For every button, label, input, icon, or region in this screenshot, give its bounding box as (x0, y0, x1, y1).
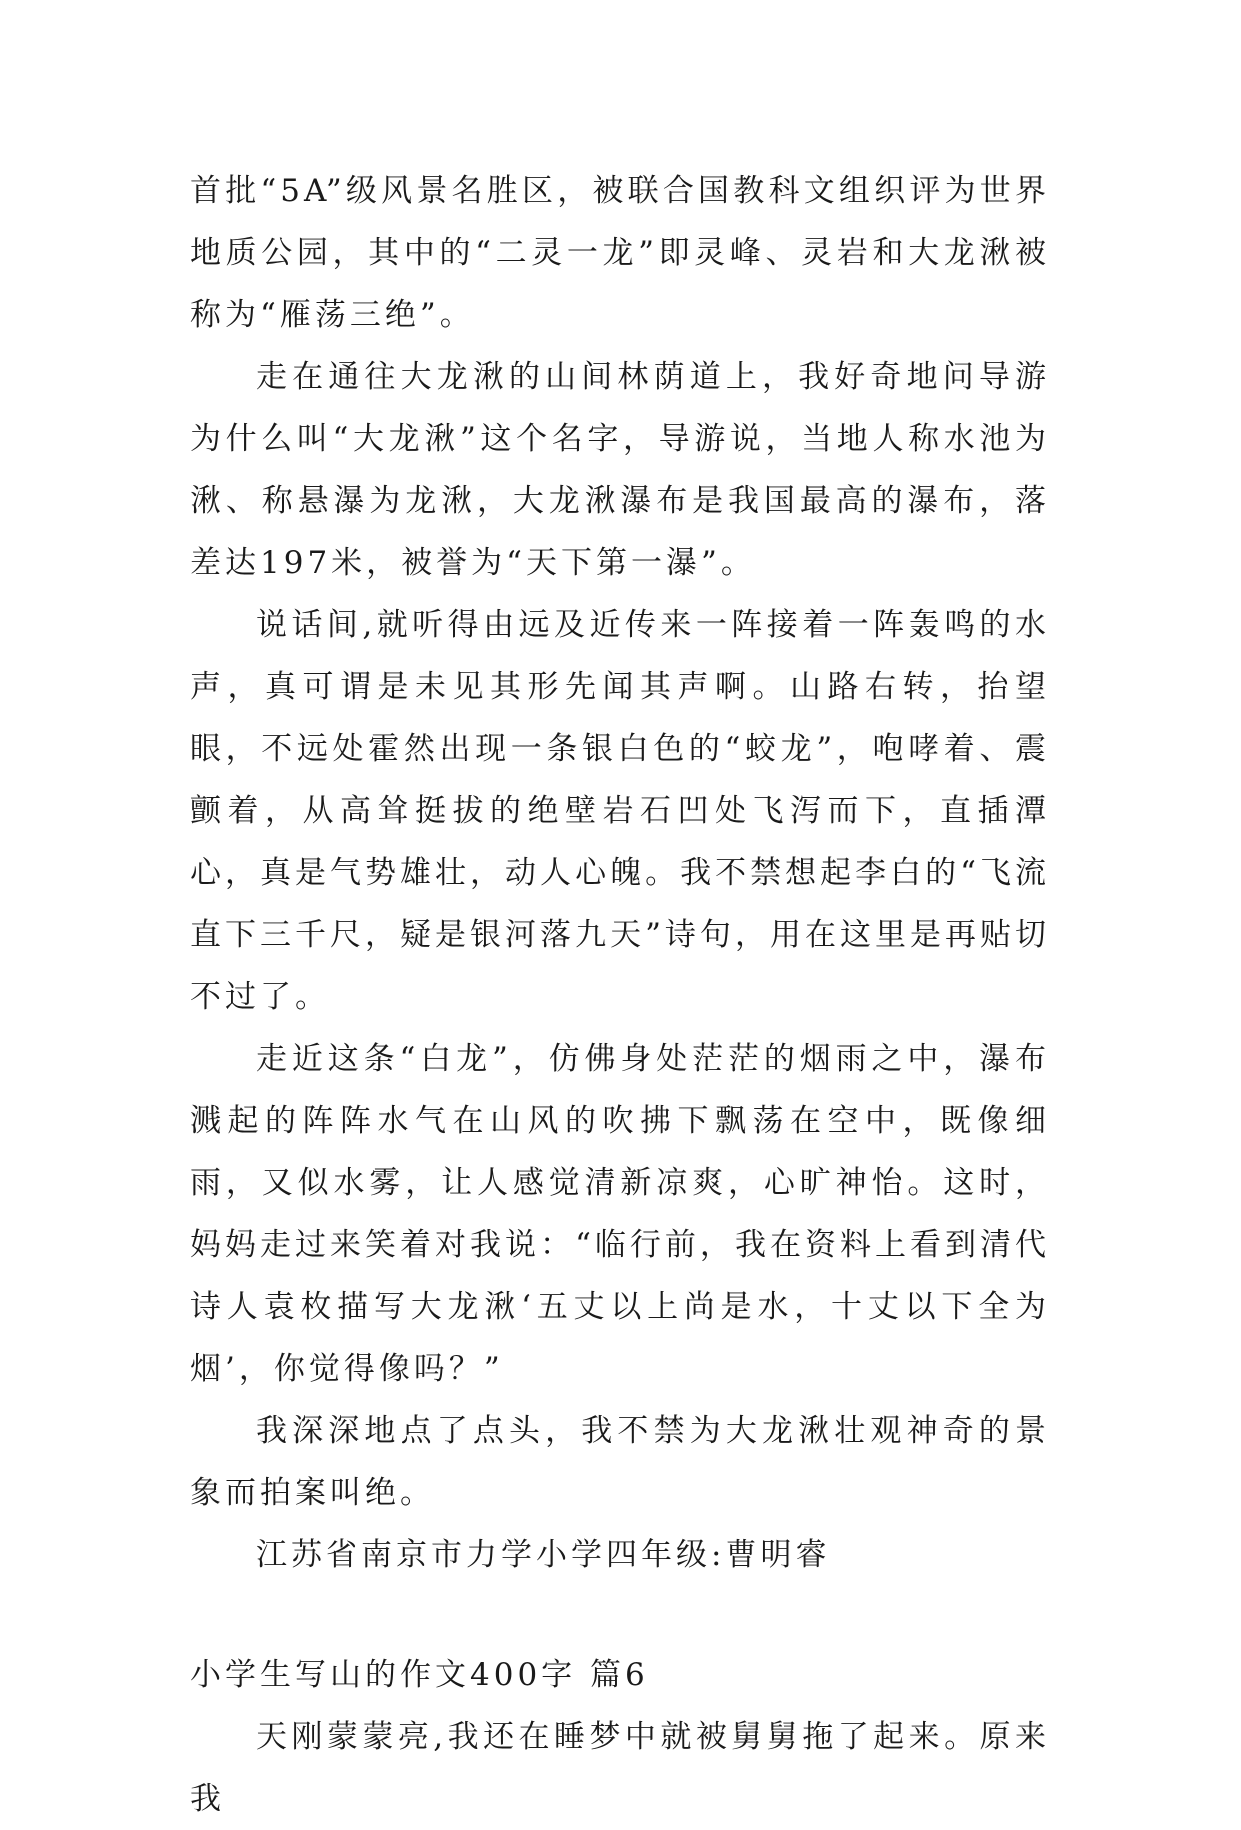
paragraph-2: 走在通往大龙湫的山间林荫道上，我好奇地问导游为什么叫“大龙湫”这个名字，导游说，当地人称水池为湫、称悬瀑为龙湫，大龙湫瀑布是我国最高的瀑布，落差达197米，被誉为“天下第一瀑”。 (190, 359, 1050, 581)
section-heading: 小学生写山的作文400字 篇6 (190, 1657, 649, 1693)
paragraph-5: 我深深地点了点头，我不禁为大龙湫壮观神奇的景象而拍案叫绝。 (190, 1413, 1050, 1511)
paragraph-3: 说话间,就听得由远及近传来一阵接着一阵轰鸣的水声，真可谓是未见其形先闻其声啊。山路右转，抬望眼，不远处霍然出现一条银白色的“蛟龙”，咆哮着、震颤着，从高耸挺拔的绝壁岩石凹处飞泻而下，直插潭心，真是气势雄壮，动人心魄。我不禁想起李白的“飞流直下三千尺，疑是银河落九天”诗句，用在这里是再贴切不过了。 (190, 607, 1050, 1015)
author-line: 江苏省南京市力学小学四年级:曹明睿 (256, 1537, 831, 1573)
paragraph-1: 首批“5A”级风景名胜区，被联合国教科文组织评为世界地质公园，其中的“二灵一龙”即灵峰、灵岩和大龙湫被称为“雁荡三绝”。 (190, 173, 1050, 333)
paragraph-4: 走近这条“白龙”，仿佛身处茫茫的烟雨之中，瀑布溅起的阵阵水气在山风的吹拂下飘荡在空中，既像细雨，又似水雾，让人感觉清新凉爽，心旷神怡。这时，妈妈走过来笑着对我说：“临行前，我在资料上看到清代诗人袁枚描写大龙湫‘五丈以上尚是水，十丈以下全为烟’，你觉得像吗？” (190, 1041, 1050, 1387)
article-body (190, 160, 1050, 1830)
section-spacer (190, 1586, 1050, 1644)
next-section-paragraph: 天刚蒙蒙亮,我还在睡梦中就被舅舅拖了起来。原来我 (190, 1719, 1050, 1817)
